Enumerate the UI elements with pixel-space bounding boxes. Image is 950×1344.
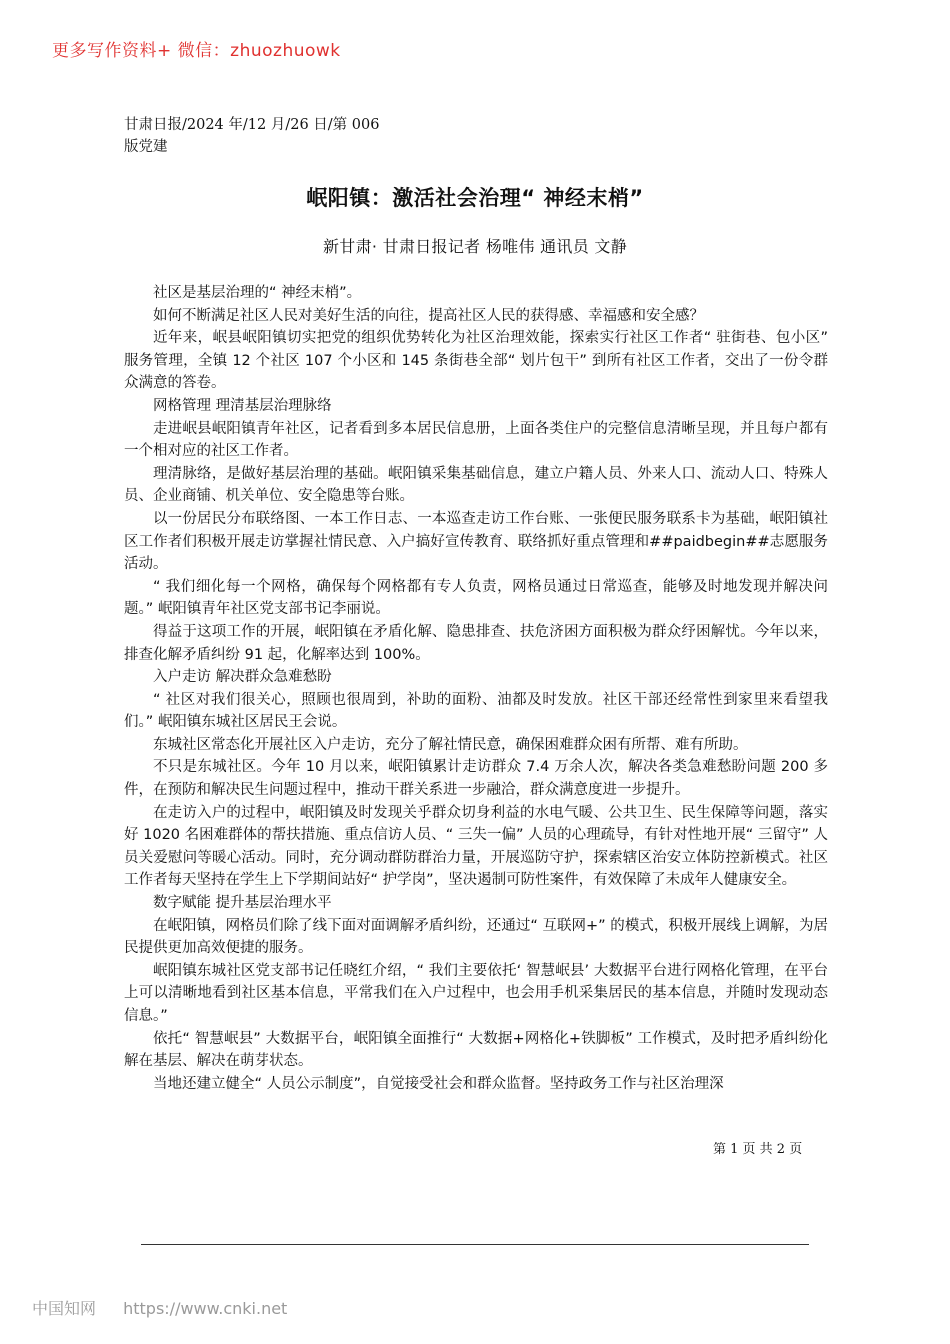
source-info: [124, 114, 379, 158]
section-heading: 入户走访 解决群众急难愁盼: [153, 669, 332, 686]
footer-brand: 中国知网: [32, 1299, 97, 1318]
paragraph: 在走访入户的过程中，岷阳镇及时发现关乎群众切身利益的水电气暖、公共卫生、民生保障等问题，落实好 1020 名困难群体的帮扶措施、重点信访人员、“ 三失一偏” 人员的心理疏导，有针对性地开展“ 三留守” 人员关爱慰问等暖心活动。同时，充分调动群防群治力量，开展巡防守护，探索辖区治安立体防控新模式。社区工作者每天坚持在学生上下学期间站好“ 护学岗”，坚决遏制可防性案件，有效保障了未成年人健康安全。: [124, 804, 828, 889]
paragraph: 东城社区常态化开展社区入户走访，充分了解社情民意，确保困难群众困有所帮、难有所助。: [153, 736, 748, 753]
paragraph: 如何不断满足社区人民对美好生活的向往，提高社区人民的获得感、幸福感和安全感？: [153, 307, 704, 324]
paragraph: 不只是东城社区。今年 10 月以来，岷阳镇累计走访群众 7.4 万余人次，解决各类急难愁盼问题 200 多件，在预防和解决民生问题过程中，推动干群关系进一步融洽，群众满意度进一步提升。: [124, 759, 828, 799]
article-title: 岷阳镇：激活社会治理“ 神经末梢”: [306, 186, 644, 210]
section-heading: 网格管理 理清基层治理脉络: [153, 397, 332, 414]
paragraph: 当地还建立健全“ 人员公示制度”，自觉接受社会和群众监督。坚持政务工作与社区治理深: [153, 1075, 724, 1092]
paragraph: 依托“ 智慧岷县” 大数据平台，岷阳镇全面推行“ 大数据+网格化+铁脚板” 工作模式，及时把矛盾纠纷化解在基层、解决在萌芽状态。: [124, 1030, 828, 1070]
paragraph: “ 我们细化每一个网格，确保每个网格都有专人负责，网格员通过日常巡查，能够及时地发现并解决问题。” 岷阳镇青年社区党支部书记李丽说。: [124, 578, 828, 618]
footer-url[interactable]: https://www.cnki.net: [123, 1299, 288, 1318]
page-number: 第 1 页 共 2 页: [713, 1142, 803, 1157]
article-body: [124, 282, 828, 1095]
footer: [32, 1296, 287, 1319]
paragraph: 岷阳镇东城社区党支部书记任晓红介绍，“ 我们主要依托‘ 智慧岷县’ 大数据平台进行网格化管理，在平台上可以清晰地看到社区基本信息，平常我们在入户过程中，也会用手机采集居民的基本信息，并随时发现动态信息。”: [124, 962, 828, 1024]
source-line-1: 甘肃日报/2024 年/12 月/26 日/第 006: [124, 117, 380, 133]
paragraph: 社区是基层治理的“ 神经末梢”。: [153, 285, 362, 301]
paragraph: 以一份居民分布联络图、一本工作日志、一本巡查走访工作台账、一张便民服务联系卡为基础，岷阳镇社区工作者们积极开展走访掌握社情民意、入户搞好宣传教育、联络抓好重点管理和##paidbegin##志愿服务活动。: [124, 510, 828, 573]
paragraph: “ 社区对我们很关心，照顾也很周到，补助的面粉、油都及时发放。社区干部还经常性到家里来看望我们。” 岷阳镇东城社区居民王会说。: [124, 691, 828, 731]
paragraph: 得益于这项工作的开展，岷阳镇在矛盾化解、隐患排查、扶危济困方面积极为群众纾困解忧。今年以来，排查化解矛盾纠纷 91 起，化解率达到 100%。: [124, 623, 828, 663]
paragraph: 近年来，岷县岷阳镇切实把党的组织优势转化为社区治理效能，探索实行社区工作者“ 驻街巷、包小区” 服务管理，全镇 12 个社区 107 个小区和 145 条街巷全部“ 划片包干” 到所有社区工作者，交出了一份令群众满意的答卷。: [124, 330, 828, 392]
footer-divider: [141, 1244, 809, 1245]
source-line-2: 版党建: [124, 139, 168, 155]
section-heading: 数字赋能 提升基层治理水平: [153, 895, 332, 912]
article-byline: 新甘肃· 甘肃日报记者 杨唯伟 通讯员 文静: [322, 237, 628, 256]
promo-banner: 更多写作资料+ 微信：zhuozhuowk: [52, 41, 341, 61]
paragraph: 走进岷县岷阳镇青年社区，记者看到多本居民信息册，上面各类住户的完整信息清晰呈现，并且每户都有一个相对应的社区工作者。: [124, 420, 828, 460]
paragraph: 理清脉络，是做好基层治理的基础。岷阳镇采集基础信息，建立户籍人员、外来人口、流动人口、特殊人员、企业商铺、机关单位、安全隐患等台账。: [124, 465, 828, 505]
paragraph: 在岷阳镇，网格员们除了线下面对面调解矛盾纠纷，还通过“ 互联网+” 的模式，积极开展线上调解，为居民提供更加高效便捷的服务。: [124, 917, 828, 957]
